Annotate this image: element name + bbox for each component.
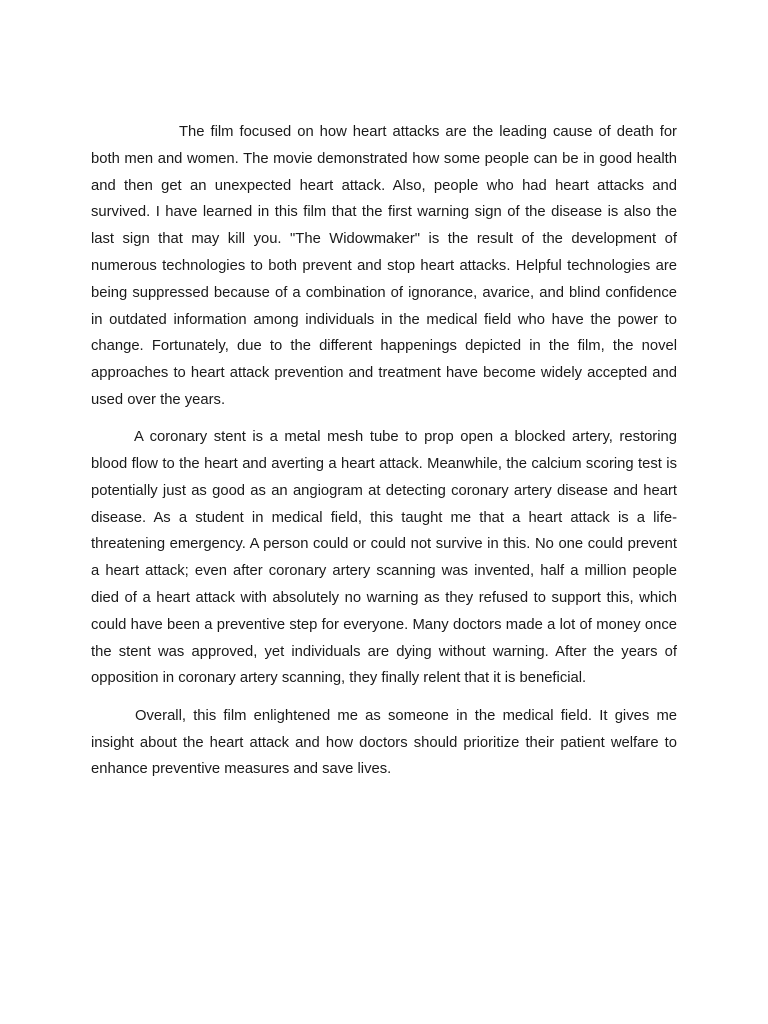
paragraph-3: Overall, this film enlightened me as someone in the medical field. It gives me insight about the heart attack and how doctors should prioritize their patient welfare to enhance preventive measures and save lives. — [91, 707, 677, 778]
paragraph-2: A coronary stent is a metal mesh tube to prop open a blocked artery, restoring blood flow to the heart and averting a heart attack. Meanwhile, the calcium scoring test is potentially just as good as an angiogram at detecting coronary artery disease and heart disease. As a student in medical field, this taught me that a heart attack is a life-threatening emergency. A person could or could not survive in this. No one could prevent a heart attack; even after coronary artery scanning was invented, half a million people died of a heart attack with absolutely no warning as they refused to support this, which could have been a preventive step for everyone. Many doctors made a lot of money once the stent was approved, yet individuals are dying without warning. After the years of opposition in coronary artery scanning, they finally relent that it is beneficial. — [91, 429, 677, 687]
paragraph-1: The film focused on how heart attacks are the leading cause of death for both men and women. The movie demonstrated how some people can be in good health and then get an unexpected heart attack. Also, people who had heart attacks and survived. I have learned in this film that the first warning sign of the disease is also the last sign that may kill you. "The Widowmaker" is the result of the development of numerous technologies to both prevent and stop heart attacks. Helpful technologies are being suppressed because of a combination of ignorance, avarice, and blind confidence in outdated information among individuals in the medical field who have the power to change. Fortunately, due to the different happenings depicted in the film, the novel approaches to heart attack prevention and treatment have become widely accepted and used over the years. — [91, 124, 677, 408]
